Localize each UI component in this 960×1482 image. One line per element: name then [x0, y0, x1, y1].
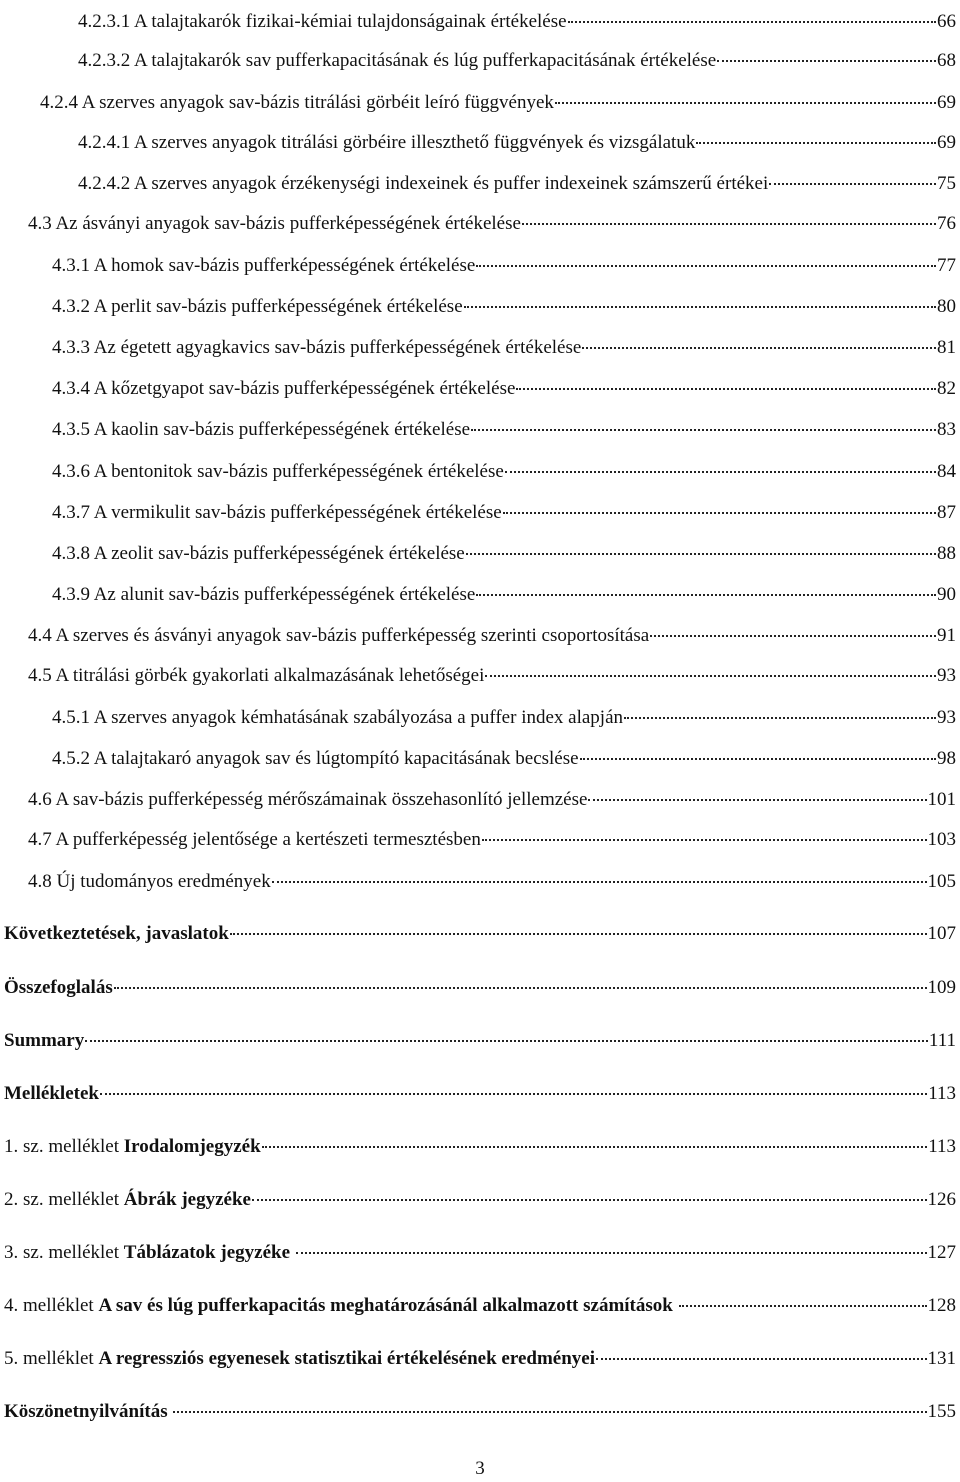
toc-entry-page-number: 87 — [937, 502, 956, 523]
toc-entry-page-number: 83 — [937, 419, 956, 440]
toc-entry[interactable] — [4, 1188, 956, 1212]
toc-entry-title — [4, 1029, 84, 1053]
toc-entry-title — [4, 976, 113, 1000]
toc-entry-page-number: 66 — [937, 11, 956, 32]
dot-leader — [555, 102, 936, 104]
toc-entry-title — [78, 10, 567, 34]
toc-entry-text: 4.5 A titrálási görbék gyakorlati alkalmazásának lehetőségei — [28, 665, 485, 686]
toc-entry-title — [78, 172, 768, 196]
toc-entry-page-number: 91 — [937, 625, 956, 646]
toc-entry-page-number: 76 — [937, 213, 956, 234]
toc-entry-title — [52, 542, 465, 566]
toc-entry-page-number: 107 — [927, 923, 956, 944]
toc-entry[interactable] — [28, 624, 956, 648]
dot-leader — [85, 1040, 928, 1042]
toc-entry[interactable] — [4, 922, 956, 946]
dot-leader — [717, 60, 936, 62]
toc-entry-bold-text: Következtetések, javaslatok — [4, 923, 229, 944]
toc-entry-title — [4, 1400, 172, 1424]
toc-entry-bold-text: Köszönetnyilvánítás — [4, 1401, 168, 1422]
toc-entry-text: 4.5.2 A talajtakaró anyagok sav és lúgtompító kapacitásának becslése — [52, 748, 579, 769]
dot-leader — [476, 594, 936, 596]
toc-entry-title — [4, 922, 229, 946]
toc-entry-title — [52, 295, 463, 319]
dot-leader — [696, 142, 936, 144]
toc-entry[interactable] — [52, 706, 956, 730]
toc-entry-bold-text: Irodalomjegyzék — [123, 1136, 261, 1157]
toc-entry[interactable] — [4, 1241, 956, 1265]
toc-entry-page-number: 77 — [937, 255, 956, 276]
toc-entry-text: 4.3.2 A perlit sav-bázis pufferképességének értékelése — [52, 296, 463, 317]
dot-leader — [173, 1411, 926, 1413]
toc-entry-page-number: 131 — [927, 1348, 956, 1369]
toc-entry[interactable] — [52, 336, 956, 360]
toc-entry-bold-text: Ábrák jegyzéke — [123, 1189, 251, 1210]
toc-entry-text: 4.3.1 A homok sav-bázis pufferképességének értékelése — [52, 255, 476, 276]
toc-entry[interactable] — [78, 49, 956, 73]
toc-entry-page-number: 109 — [927, 977, 956, 998]
toc-entry-page-number: 127 — [927, 1242, 956, 1263]
toc-entry-page-number: 69 — [937, 92, 956, 113]
toc-entry-text: 4.2.4 A szerves anyagok sav-bázis titrálási görbéit leíró függvények — [40, 92, 554, 113]
toc-entry-page-number: 68 — [937, 50, 956, 71]
toc-entry-text: 4.5.1 A szerves anyagok kémhatásának szabályozása a puffer index alapján — [52, 707, 624, 728]
toc-entry-page-number: 82 — [937, 378, 956, 399]
toc-entry-title — [52, 460, 504, 484]
toc-entry-bold-text: Összefoglalás — [4, 977, 113, 998]
toc-entry-page-number: 80 — [937, 296, 956, 317]
toc-entry-suffix — [673, 1295, 678, 1316]
toc-entry-page-number: 103 — [927, 829, 956, 850]
toc-entry-page-number: 88 — [937, 543, 956, 564]
toc-entry-text: 4.4 A szerves és ásványi anyagok sav-bázis pufferképesség szerinti csoportosítása — [28, 625, 650, 646]
toc-entry[interactable] — [28, 788, 956, 812]
toc-entry-page-number: 93 — [937, 707, 956, 728]
toc-entry[interactable] — [52, 295, 956, 319]
toc-entry-page-number: 113 — [928, 1136, 956, 1157]
toc-entry-title — [52, 254, 475, 278]
dot-leader — [624, 717, 936, 719]
toc-entry[interactable] — [78, 10, 956, 34]
dot-leader — [482, 839, 927, 841]
toc-entry[interactable] — [52, 418, 956, 442]
toc-entry[interactable] — [40, 91, 956, 115]
toc-entry-title — [4, 1347, 595, 1371]
dot-leader — [466, 553, 936, 555]
toc-entry-text: 4.2.4.1 A szerves anyagok titrálási görbéire illeszthető függvények és vizsgálatuk — [78, 132, 696, 153]
toc-entry-title — [52, 501, 502, 525]
toc-entry-text: 4.8 Új tudományos eredmények — [28, 871, 271, 892]
dot-leader — [230, 933, 927, 935]
toc-entry-page-number: 81 — [937, 337, 956, 358]
toc-entry-text: 1. sz. melléklet — [4, 1136, 124, 1157]
toc-entry-text: 4.7 A pufferképesség jelentősége a kertészeti termesztésben — [28, 829, 481, 850]
toc-entry-page-number: 105 — [927, 871, 956, 892]
toc-entry[interactable] — [4, 976, 956, 1000]
dot-leader — [582, 347, 936, 349]
dot-leader — [100, 1093, 927, 1095]
dot-leader — [471, 429, 936, 431]
toc-entry-text: 4.3.5 A kaolin sav-bázis pufferképességének értékelése — [52, 419, 471, 440]
toc-entry-title — [4, 1294, 678, 1318]
dot-leader — [522, 223, 936, 225]
toc-entry-bold-text: Summary — [4, 1030, 85, 1051]
dot-leader — [272, 881, 927, 883]
toc-entry[interactable] — [4, 1082, 956, 1106]
toc-entry-bold-text: A sav és lúg pufferkapacitás meghatározásánál alkalmazott számítások — [98, 1295, 673, 1316]
toc-entry-page-number: 126 — [927, 1189, 956, 1210]
toc-entry-text: 4.3.6 A bentonitok sav-bázis pufferképességének értékelése — [52, 461, 504, 482]
toc-entry-text: 4.2.3.2 A talajtakarók sav pufferkapacitásának és lúg pufferkapacitásának értékelése — [78, 50, 717, 71]
dot-leader — [769, 183, 936, 185]
toc-entry-text: 4.2.4.2 A szerves anyagok érzékenységi indexeinek és puffer indexeinek számszerű értékei — [78, 173, 769, 194]
toc-entry-title — [4, 1241, 295, 1265]
toc-entry-text: 4.3.7 A vermikulit sav-bázis pufferképességének értékelése — [52, 502, 502, 523]
toc-entry-text: 3. sz. melléklet — [4, 1242, 124, 1263]
dot-leader — [505, 471, 936, 473]
toc-entry-title — [78, 49, 716, 73]
toc-entry-title — [28, 624, 649, 648]
toc-entry-title — [52, 747, 579, 771]
toc-entry-page-number: 111 — [928, 1030, 956, 1051]
toc-entry[interactable] — [78, 131, 956, 155]
toc-entry-title — [78, 131, 695, 155]
toc-entry[interactable] — [28, 664, 956, 688]
dot-leader — [650, 635, 936, 637]
toc-entry-bold-text: Mellékletek — [4, 1083, 99, 1104]
page-number: 3 — [475, 1458, 485, 1479]
dot-leader — [262, 1146, 928, 1148]
toc-entry-text: 4.3.4 A kőzetgyapot sav-bázis pufferképességének értékelése — [52, 378, 516, 399]
toc-entry-text: 4.3.9 Az alunit sav-bázis pufferképességének értékelése — [52, 584, 476, 605]
toc-entry-page-number: 155 — [927, 1401, 956, 1422]
toc-entry-page-number: 93 — [937, 665, 956, 686]
toc-entry[interactable] — [52, 501, 956, 525]
toc-entry-title — [40, 91, 554, 115]
toc-entry-title — [52, 377, 515, 401]
toc-entry-text: 4.3.8 A zeolit sav-bázis pufferképességének értékelése — [52, 543, 465, 564]
toc-entry-title — [28, 788, 587, 812]
toc-entry[interactable] — [78, 172, 956, 196]
dot-leader — [252, 1199, 927, 1201]
toc-entry-text: 4.2.3.1 A talajtakarók fizikai-kémiai tulajdonságainak értékelése — [78, 11, 567, 32]
dot-leader — [114, 987, 927, 989]
toc-entry-text: 5. melléklet — [4, 1348, 99, 1369]
toc-entry-text: 4. melléklet — [4, 1295, 99, 1316]
toc-entry[interactable] — [52, 460, 956, 484]
toc-entry-title — [28, 828, 481, 852]
toc-entry[interactable] — [52, 542, 956, 566]
dot-leader — [503, 512, 936, 514]
dot-leader — [296, 1252, 927, 1254]
toc-entry-title — [4, 1082, 99, 1106]
toc-entry-page-number: 90 — [937, 584, 956, 605]
dot-leader — [588, 799, 926, 801]
toc-entry[interactable] — [52, 747, 956, 771]
toc-entry-title — [28, 870, 271, 894]
toc-entry[interactable] — [4, 1347, 956, 1371]
toc-entry[interactable] — [28, 870, 956, 894]
dot-leader — [485, 675, 936, 677]
toc-entry[interactable] — [4, 1029, 956, 1053]
toc-entry-page-number: 75 — [937, 173, 956, 194]
toc-entry-suffix — [290, 1242, 295, 1263]
toc-entry[interactable] — [28, 212, 956, 236]
toc-entry[interactable] — [4, 1400, 956, 1424]
toc-entry-text: 4.3.3 Az égetett agyagkavics sav-bázis pufferképességének értékelése — [52, 337, 582, 358]
toc-entry-text: 2. sz. melléklet — [4, 1189, 124, 1210]
dot-leader — [516, 388, 936, 390]
toc-entry[interactable] — [52, 254, 956, 278]
dot-leader — [679, 1305, 927, 1307]
toc-entry-page-number: 113 — [928, 1083, 956, 1104]
toc-entry-text: 4.3 Az ásványi anyagok sav-bázis pufferképességének értékelése — [28, 213, 521, 234]
toc-entry[interactable] — [4, 1294, 956, 1318]
toc-entry-title — [28, 664, 484, 688]
dot-leader — [476, 265, 936, 267]
toc-entry-page-number: 69 — [937, 132, 956, 153]
toc-entry[interactable] — [4, 1135, 956, 1159]
toc-entry-title — [52, 706, 623, 730]
toc-entry[interactable] — [28, 828, 956, 852]
toc-entry-title — [4, 1188, 251, 1212]
dot-leader — [464, 306, 936, 308]
toc-entry-suffix — [168, 1401, 173, 1422]
toc-entry-text: 4.6 A sav-bázis pufferképesség mérőszámainak összehasonlító jellemzése — [28, 789, 588, 810]
toc-entry-page-number: 101 — [927, 789, 956, 810]
toc-entry[interactable] — [52, 377, 956, 401]
toc-entry-bold-text: Táblázatok jegyzéke — [123, 1242, 291, 1263]
toc-entry-bold-text: A regressziós egyenesek statisztikai értékelésének eredményei — [98, 1348, 595, 1369]
toc-entry-title — [28, 212, 521, 236]
toc-entry-page-number: 84 — [937, 461, 956, 482]
dot-leader — [568, 21, 936, 23]
toc-entry-page-number: 98 — [937, 748, 956, 769]
toc-entry-title — [4, 1135, 261, 1159]
toc-entry-page-number: 128 — [927, 1295, 956, 1316]
toc-entry-title — [52, 336, 581, 360]
dot-leader — [596, 1358, 927, 1360]
dot-leader — [580, 758, 936, 760]
toc-entry-title — [52, 583, 475, 607]
toc-entry[interactable] — [52, 583, 956, 607]
toc-entry-title — [52, 418, 470, 442]
